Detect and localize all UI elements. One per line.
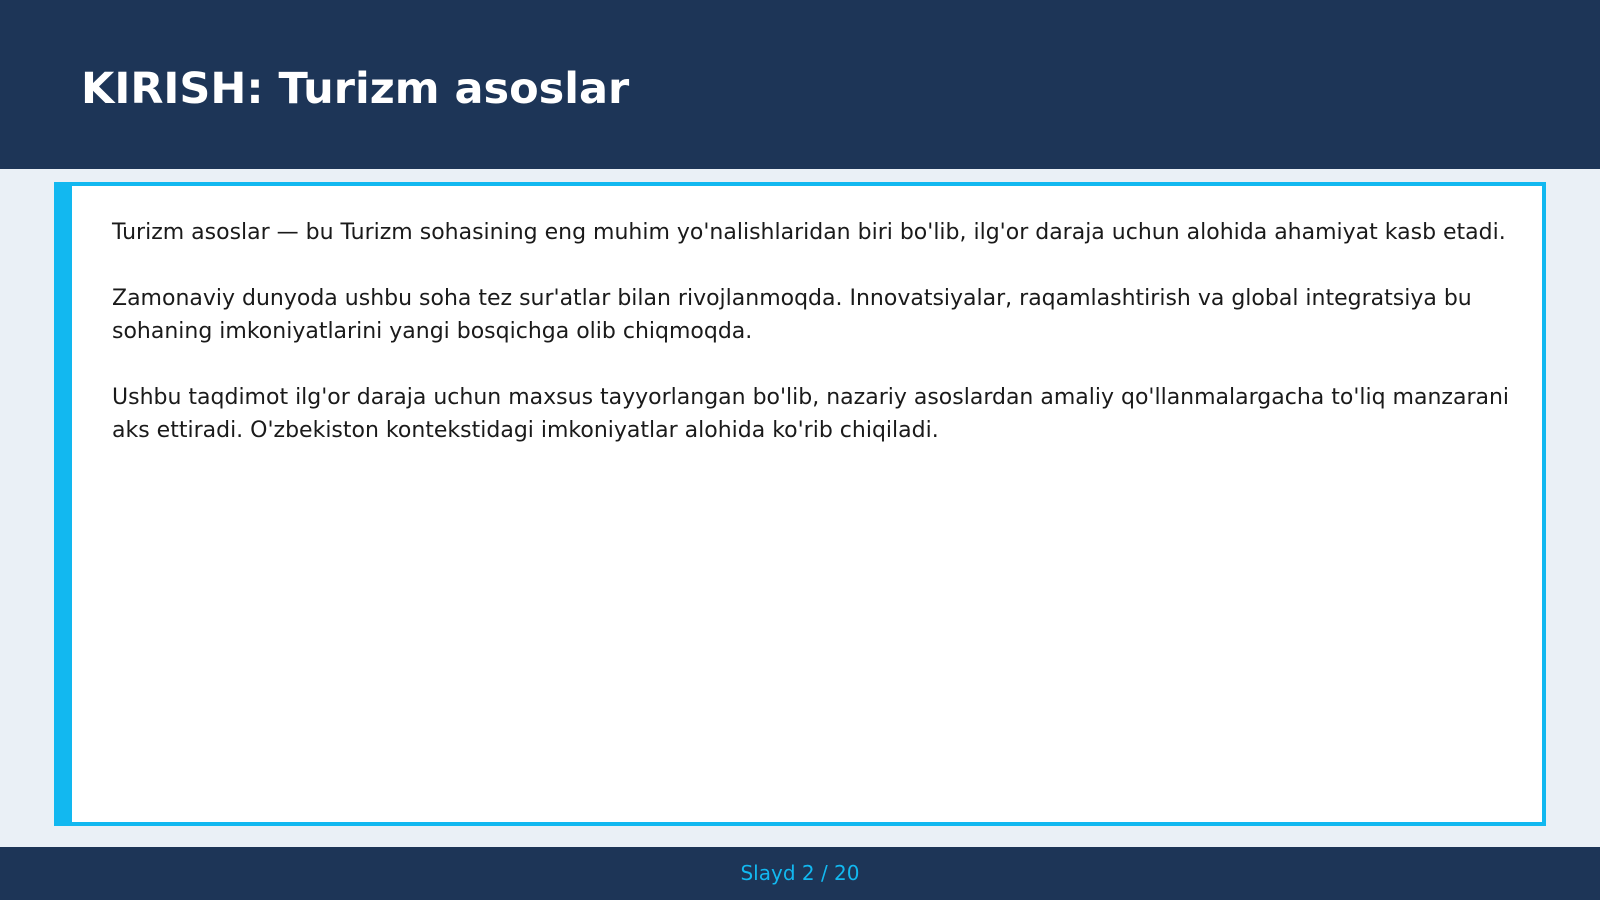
- paragraph-modern-world: Zamonaviy dunyoda ushbu soha tez sur'atlar bilan rivojlanmoqda. Innovatsiyalar, raqamlashtirish va global integratsiya bu sohaning imkoniyatlarini yangi bosqichga olib chiqmoqda.: [112, 286, 1472, 344]
- slide-number: Slayd 2 / 20: [740, 861, 860, 885]
- slide-header: [0, 0, 1600, 169]
- slide-footer: [0, 847, 1600, 900]
- content-panel: [54, 182, 1546, 826]
- slide-title: KIRISH: Turizm asoslar: [81, 64, 630, 114]
- content-body: [112, 216, 1512, 480]
- paragraph-intro: Turizm asoslar — bu Turizm sohasining eng muhim yo'nalishlaridan biri bo'lib, ilg'or daraja uchun alohida ahamiyat kasb etadi.: [112, 220, 1506, 245]
- paragraph-presentation-purpose: Ushbu taqdimot ilg'or daraja uchun maxsus tayyorlangan bo'lib, nazariy asoslardan amaliy qo'llanmalargacha to'liq manzarani aks ettiradi. O'zbekiston kontekstidagi imkoniyatlar alohida ko'rib chiqiladi.: [112, 385, 1510, 443]
